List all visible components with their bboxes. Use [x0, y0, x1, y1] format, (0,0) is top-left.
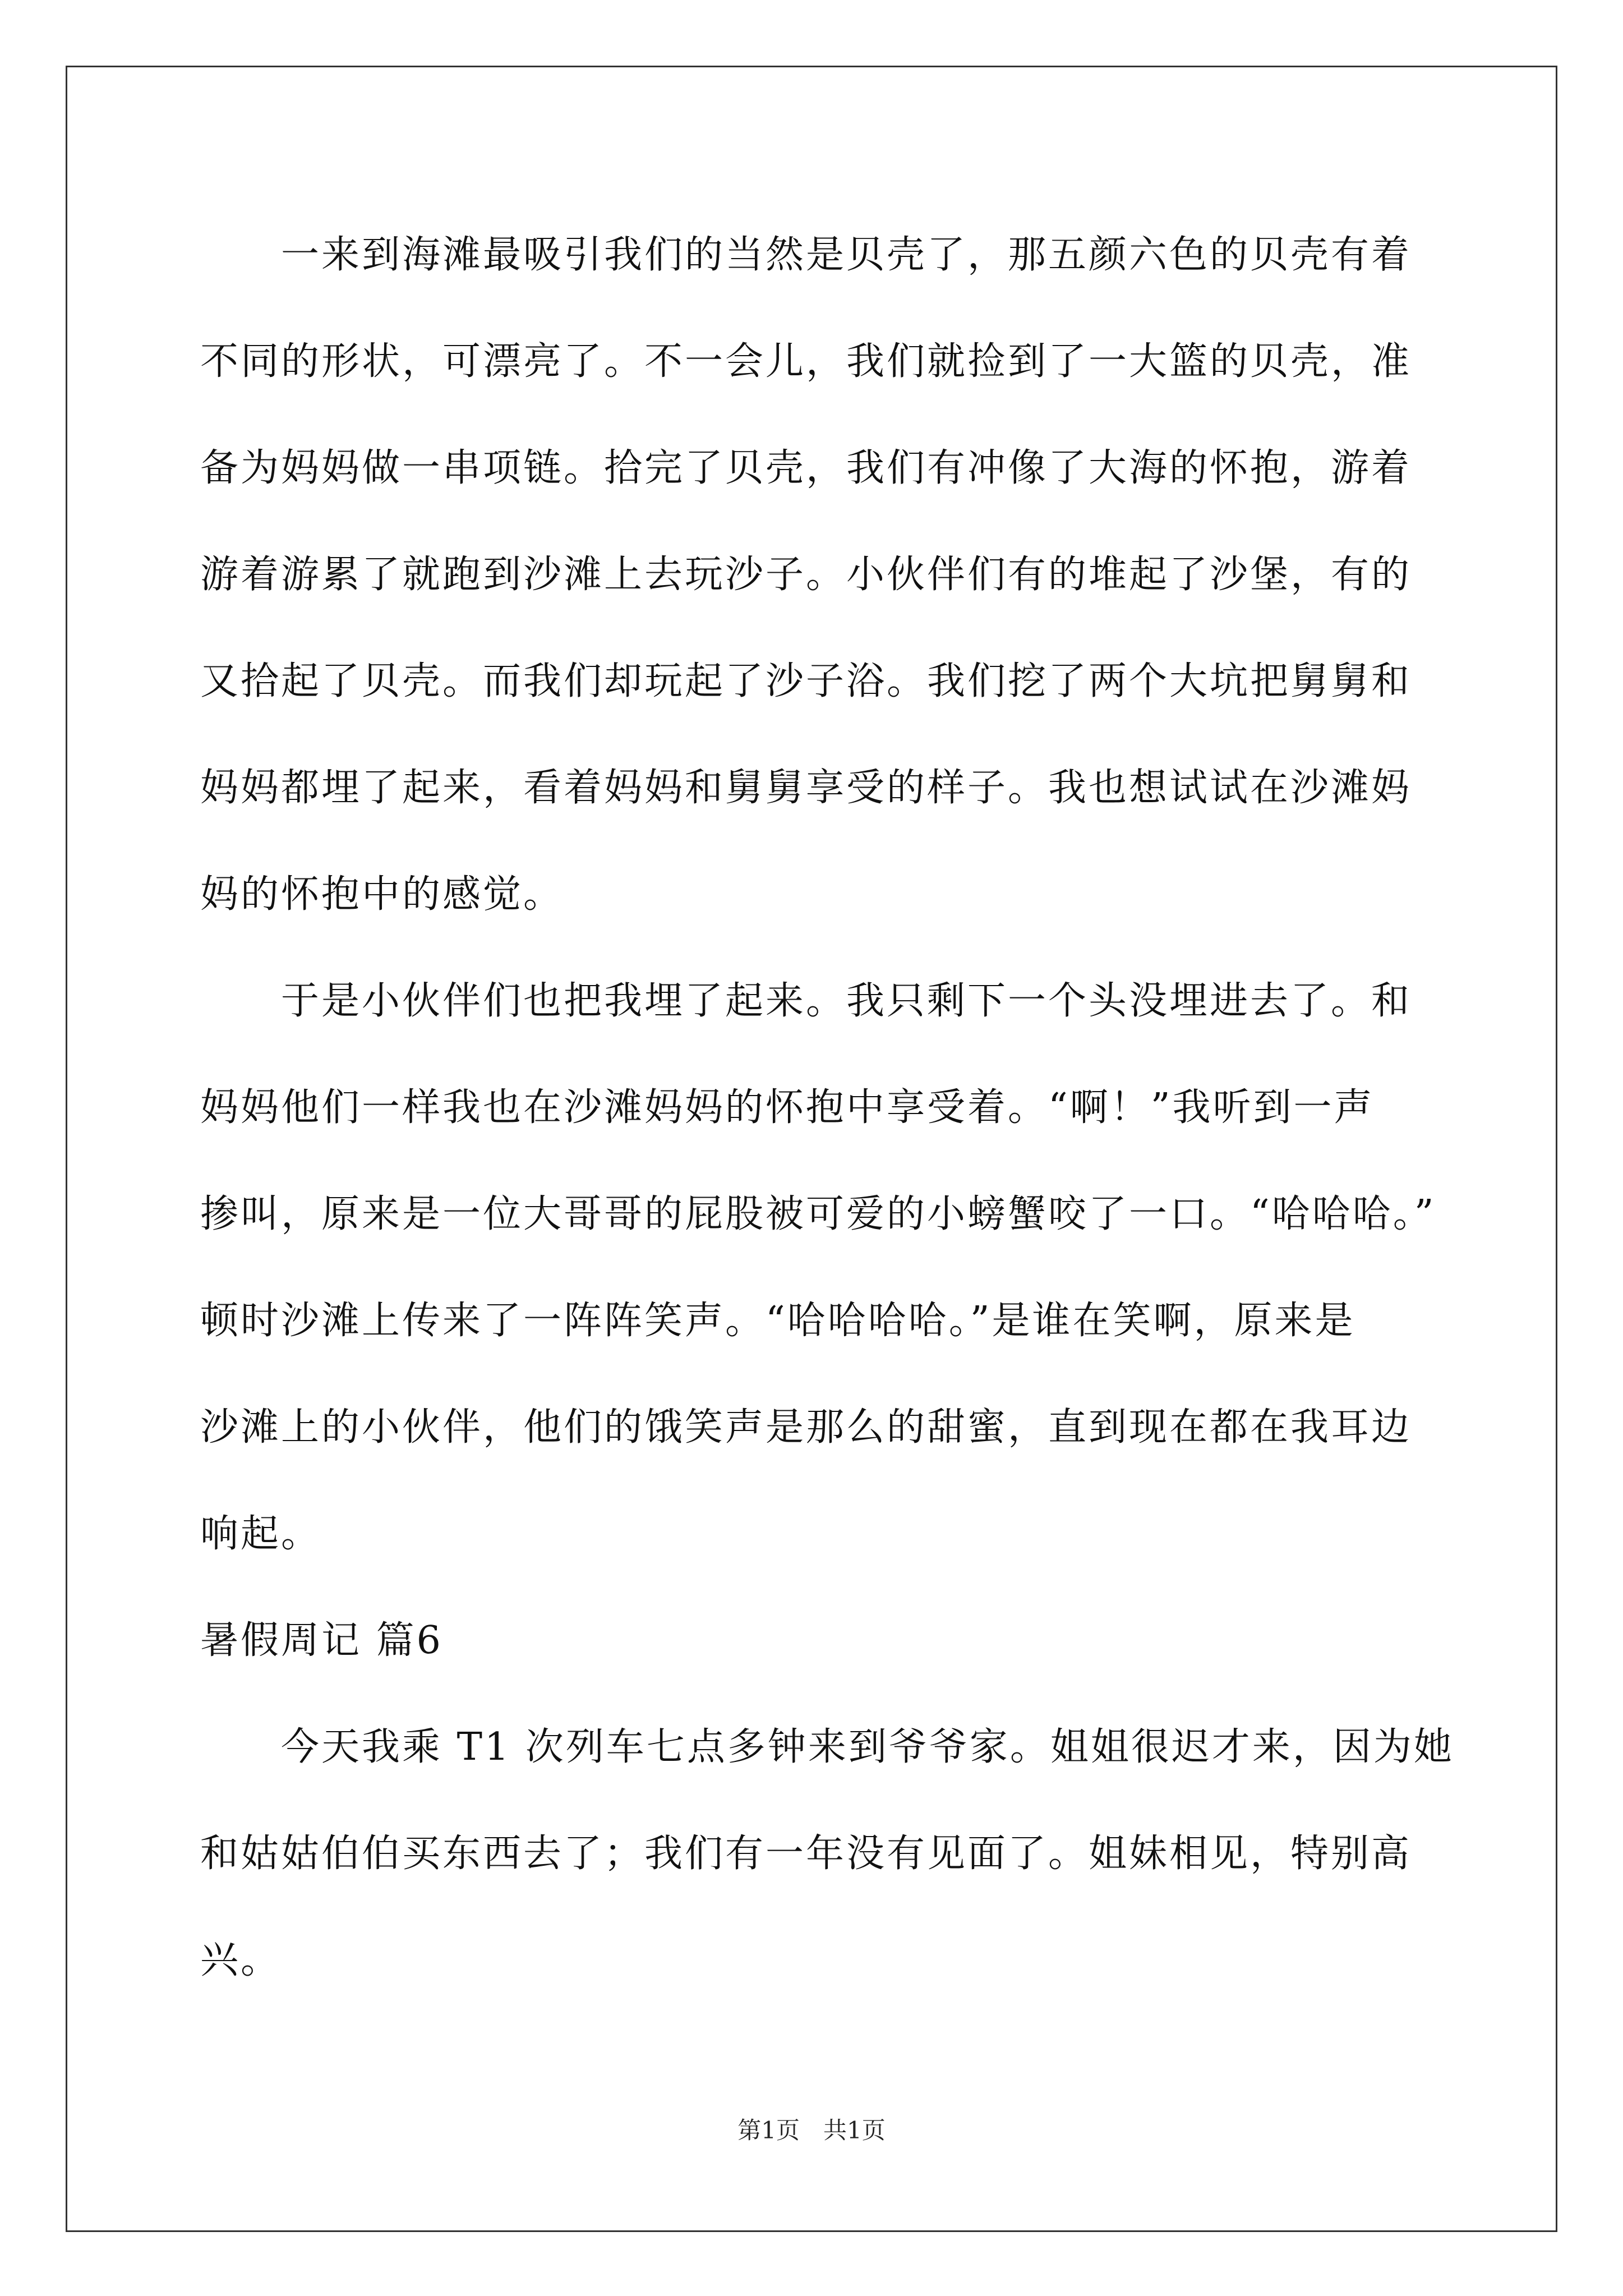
- text-line: 沙滩上的小伙伴，他们的饿笑声是那么的甜蜜，直到现在都在我耳边: [200, 1405, 1412, 1450]
- text-line: 游着游累了就跑到沙滩上去玩沙子。小伙伴们有的堆起了沙堡，有的: [200, 553, 1412, 597]
- text-line: 掺叫，原来是一位大哥哥的屁股被可爱的小螃蟹咬了一口。“哈哈哈。”: [200, 1192, 1436, 1236]
- section-heading: 暑假周记 篇6: [200, 1618, 443, 1663]
- page-footer: 第1页 共1页: [737, 2116, 886, 2144]
- text-line: 顿时沙滩上传来了一阵阵笑声。“哈哈哈哈。”是谁在笑啊，原来是: [200, 1299, 1355, 1343]
- text-line: 备为妈妈做一串项链。拾完了贝壳，我们有冲像了大海的怀抱，游着: [200, 446, 1412, 490]
- text-line: 今天我乘 T1 次列车七点多钟来到爷爷家。姐姐很迟才来，因为她: [200, 1725, 1454, 1769]
- text-line: 一来到海滩最吸引我们的当然是贝壳了，那五颜六色的贝壳有着: [200, 233, 1412, 277]
- text-line: 妈妈他们一样我也在沙滩妈妈的怀抱中享受着。“啊！”我听到一声: [200, 1085, 1375, 1130]
- text-line: 和姑姑伯伯买东西去了；我们有一年没有见面了。姐妹相见，特别高: [200, 1832, 1412, 1876]
- text-line: 妈的怀抱中的感觉。: [200, 872, 564, 917]
- text-line: 妈妈都埋了起来，看着妈妈和舅舅享受的样子。我也想试试在沙滩妈: [200, 766, 1412, 810]
- text-line: 响起。: [200, 1512, 322, 1556]
- text-line: 不同的形状，可漂亮了。不一会儿，我们就捡到了一大篮的贝壳，准: [200, 339, 1412, 384]
- text-line: 兴。: [200, 1938, 282, 1982]
- document-body: [200, 202, 1454, 2014]
- text-line: 又拾起了贝壳。而我们却玩起了沙子浴。我们挖了两个大坑把舅舅和: [200, 659, 1412, 703]
- text-line: 于是小伙伴们也把我埋了起来。我只剩下一个头没埋进去了。和: [200, 979, 1412, 1023]
